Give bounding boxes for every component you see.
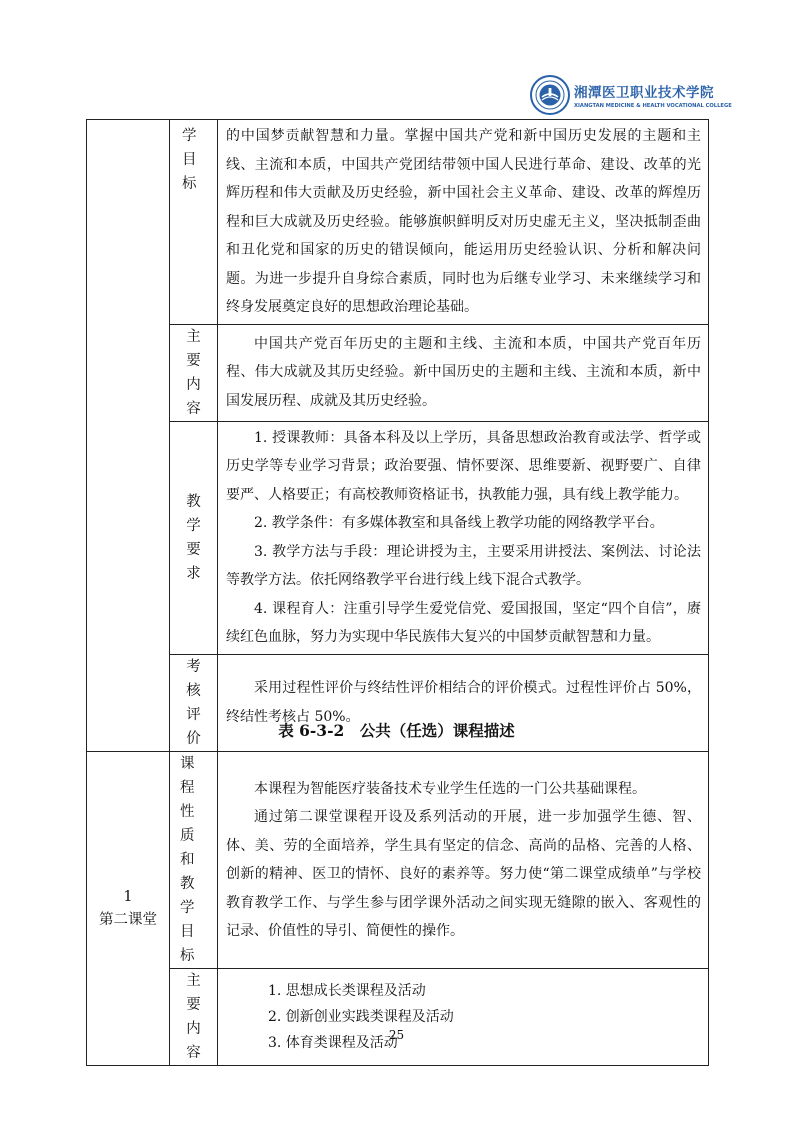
- paragraph: 的中国梦贡献智慧和力量。掌握中国共产党和新中国历史发展的主题和主线、主流和本质，中国共产党团结带领中国人民进行革命、建设、改革的光辉历程和伟大贡献及历史经验，新中国社会主义革命、建设、改革的辉煌历程和巨大成就及历史经验。能够旗帜鲜明反对历史虚无主义，坚决抵制歪曲和丑化党和国家的历史的错误倾向，能运用历史经验认识、分析和解决问题。为进一步提升自身综合素质，同时也为后继专业学习、未来继续学习和终身发展奠定良好的思想政治理论基础。: [226, 128, 701, 315]
- course-number: 1: [123, 888, 133, 905]
- paragraph: 通过第二课堂课程开设及系列活动的开展，进一步加强学生德、智、体、美、劳的全面培养，学生具有坚定的信念、高尚的品格、完善的人格、创新的精神、医卫的情怀、良好的素养等。努力使“第二课堂成绩单”与学校教育教学工作、与学生参与团学课外活动之间实现无缝隙的嵌入、客观性的记录、价值性的导引、简便性的操作。: [226, 809, 701, 939]
- table-row: [87, 969, 709, 1066]
- row-content: [218, 969, 709, 1066]
- course-table-elective: [86, 751, 709, 1066]
- paragraph: 1. 授课教师：具备本科及以上学历，具备思想政治教育或法学、哲学或历史学等专业学习背景；政治要强、情怀要深、思维要新、视野要广、自律要严、人格要正；有高校教师资格证书，执教能力强，具有线上教学能力。: [226, 429, 701, 503]
- paragraph: 3. 教学方法与手段：理论讲授为主，主要采用讲授法、案例法、讨论法等教学方法。依托网络教学平台进行线上线下混合式教学。: [226, 543, 701, 588]
- row-content: [218, 752, 709, 969]
- row-label: 考核评价: [170, 654, 218, 751]
- school-seal-icon: [530, 75, 570, 115]
- row-content: [218, 421, 709, 654]
- school-logo: [530, 72, 730, 118]
- list-item: 3. 体育类课程及活动: [268, 1035, 398, 1051]
- course-name: 第二课堂: [99, 911, 157, 928]
- row-label: 课程性质和教学目标: [170, 752, 218, 969]
- table-row: [87, 752, 709, 969]
- table-caption: 表 6-3-2 公共（任选）课程描述: [278, 721, 515, 740]
- row-label: 主要内容: [170, 324, 218, 421]
- school-name-cn: 湘潭医卫职业技术学院: [574, 85, 714, 101]
- course-table-required: [86, 119, 709, 752]
- paragraph: 采用过程性评价与终结性评价相结合的评价模式。过程性评价占 50%，终结性考核占 50%。: [226, 680, 701, 725]
- list-item: 1. 思想成长类课程及活动: [268, 983, 426, 999]
- row-content: [218, 120, 709, 325]
- paragraph: 中国共产党百年历史的主题和主线、主流和本质，中国共产党百年历程、伟大成就及其历史经验。新中国历史的主题和主线、主流和本质，新中国发展历程、成就及其历史经验。: [226, 335, 701, 409]
- paragraph: 2. 教学条件：有多媒体教室和具备线上教学功能的网络教学平台。: [254, 515, 664, 531]
- page-number: 25: [388, 1028, 405, 1042]
- row-label: 教学要求: [170, 421, 218, 654]
- school-name-en: XIANGTAN MEDICINE & HEALTH VOCATIONAL COLLEGE: [574, 103, 732, 109]
- table-row: [87, 120, 709, 325]
- course-name-cell: [87, 120, 170, 752]
- row-label: 学目标: [170, 120, 218, 325]
- row-content: [218, 324, 709, 421]
- table-row: [87, 324, 709, 421]
- paragraph: 本课程为智能医疗装备技术专业学生任选的一门公共基础课程。: [254, 780, 646, 797]
- table-row: [87, 421, 709, 654]
- row-label: 主要内容: [170, 969, 218, 1066]
- list-item: 2. 创新创业实践类课程及活动: [268, 1009, 454, 1025]
- course-cell: [87, 752, 170, 1066]
- paragraph: 4. 课程育人：注重引导学生爱党信党、爱国报国，坚定“四个自信”，赓续红色血脉，努力为实现中华民族伟大复兴的中国梦贡献智慧和力量。: [226, 600, 701, 645]
